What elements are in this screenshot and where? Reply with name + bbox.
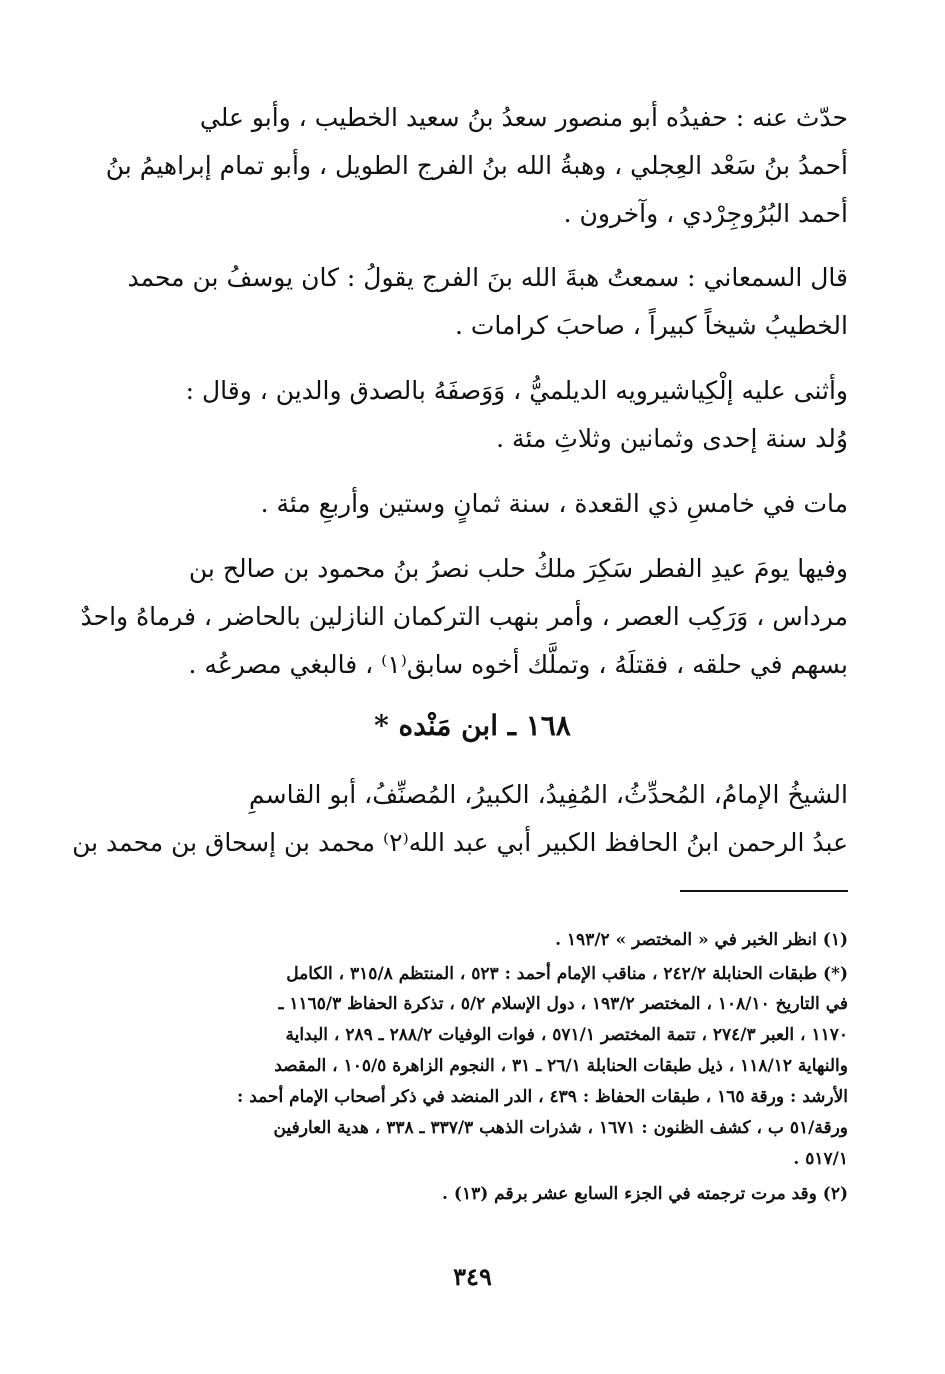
body-line: مات في خامسِ ذي القعدة ، سنة ثمانٍ وستين وأربعِ مئة .	[260, 489, 848, 518]
footnote-line: (٢) وقد مرت ترجمته في الجزء السابع عشر برقم (١٣) .	[442, 1184, 848, 1204]
body-line: أحمد البُرُوجِرْدي ، وآخرون .	[563, 199, 848, 228]
footnote-line: ٥١٧/١ .	[793, 1149, 848, 1169]
body-line: وفيها يومَ عيدِ الفطر سَكِرَ ملكُ حلب نصرُ بنُ محمود بن صالح بن	[188, 554, 848, 583]
body-line: قال السمعاني : سمعتُ هبةَ الله بنَ الفرج يقولُ : كان يوسفُ بن محمد	[127, 263, 848, 292]
body-line: مرداس ، وَرَكِب العصر ، وأمر بنهب التركمان النازلين بالحاضر ، فرماهُ واحدٌ	[80, 602, 848, 631]
body-line: عبدُ الرحمن ابنُ الحافظ الكبير أبي عبد الله⁽٢⁾ محمد بن إسحاق بن محمد بن	[72, 828, 848, 857]
footnote-line: ورقة/٥١ ب ، كشف الظنون : ١٦٧١ ، شذرات الذهب ٣٣٧/٣ ـ ٣٣٨ ، هدية العارفين	[273, 1118, 848, 1138]
entry-heading: ١٦٨ ـ ابن مَنْده *	[374, 709, 571, 742]
body-line: وأثنى عليه إلْكِياشيرويه الديلميُّ ، وَوَصفَهُ بالصدق والدين ، وقال :	[185, 376, 848, 405]
footnote-line: في التاريخ ١٠٨/١٠ ، المختصر ١٩٣/٢ ، دول الإسلام ٥/٢ ، تذكرة الحفاظ ١١٦٥/٣ ـ	[278, 994, 848, 1014]
footnote-line: الأرشد : ورقة ١٦٥ ، طبقات الحفاظ : ٤٣٩ ، الدر المنضد في ذكر أصحاب الإمام أحمد :	[237, 1087, 848, 1107]
footnote-line: (١) انظر الخبر في « المختصر » ١٩٣/٢ .	[555, 930, 848, 950]
body-line: أحمدُ بنُ سَعْد العِجلي ، وهبةُ الله بنُ الفرج الطويل ، وأبو تمام إبراهيمُ بنُ	[105, 151, 848, 180]
footnote-line: والنهاية ١١٨/١٢ ، ذيل طبقات الحنابلة ٢٦/١ ـ ٣١ ، النجوم الزاهرة ١٠٥/٥ ، المقصد	[274, 1056, 848, 1076]
footnote-line: (*) طبقات الحنابلة ٢٤٢/٢ ، مناقب الإمام أحمد : ٥٢٣ ، المنتظم ٣١٥/٨ ، الكامل	[286, 964, 848, 984]
body-line: الشيخُ الإمامُ، المُحدِّثُ، المُفِيدُ، الكبيرُ، المُصنِّفُ، أبو القاسمِ	[249, 780, 848, 809]
footnote-separator	[680, 890, 848, 892]
body-line: بسهم في حلقه ، فقتلَهُ ، وتملَّك أخوه سابق⁽١⁾ ، فالبغي مصرعُه .	[188, 650, 848, 679]
body-line: حدّث عنه : حفيدُه أبو منصور سعدُ بنُ سعيد الخطيب ، وأبو علي	[199, 103, 848, 132]
page-number: ٣٤٩	[453, 1262, 492, 1291]
footnote-line: ١١٧٠ ، العبر ٢٧٤/٣ ، تتمة المختصر ٥٧١/١ ، فوات الوفيات ٢٨٨/٢ ـ ٢٨٩ ، البداية	[285, 1025, 848, 1045]
body-line: وُلد سنة إحدى وثمانين وثلاثِ مئة .	[496, 424, 848, 453]
body-line: الخطيبُ شيخاً كبيراً ، صاحبَ كرامات .	[454, 311, 848, 340]
